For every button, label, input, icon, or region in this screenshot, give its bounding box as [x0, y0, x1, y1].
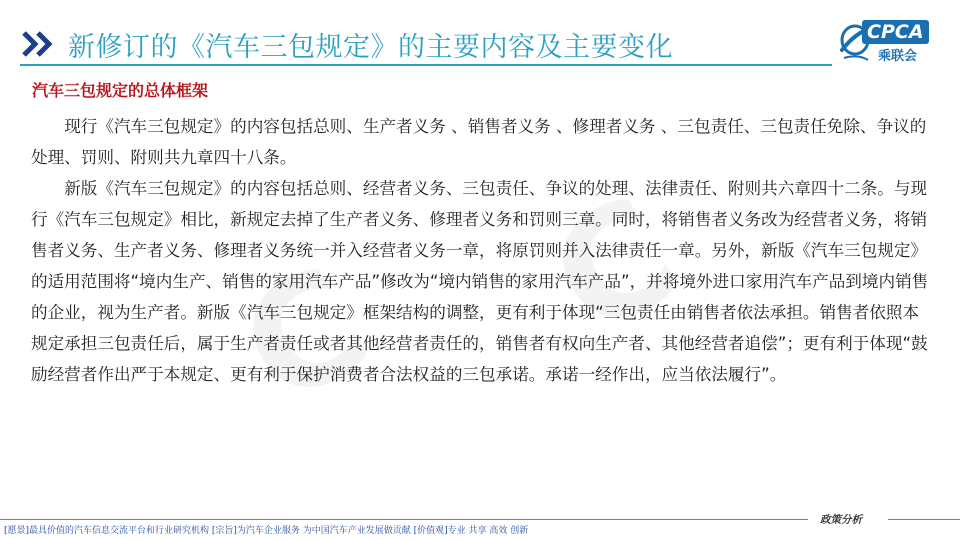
section-heading: 汽车三包规定的总体框架: [32, 81, 209, 100]
body-text: [31, 111, 931, 390]
logo-wordmark: CPCA: [862, 20, 929, 44]
paragraph: 新版《汽车三包规定》的内容包括总则、经营者义务、三包责任、争议的处理、法律责任、附则共六章四十二条。与现行《汽车三包规定》相比，新规定去掉了生产者义务、修理者义务和罚则三章。同时，将销售者义务改为经营者义务，将销售者义务、生产者义务、修理者义务统一并入经营者义务一章，将原罚则并入法律责任一章。另外，新版《汽车三包规定》的适用范围将“境内生产、销售的家用汽车产品”修改为“境内销售的家用汽车产品”，并将境外进口家用汽车产品到境内销售的企业，视为生产者。新版《汽车三包规定》框架结构的调整，更有利于体现“三包责任由销售者依法承担。销售者依照本规定承担三包责任后，属于生产者责任或者其他经营者责任的，销售者有权向生产者、其他经营者追偿”；更有利于体现“鼓励经营者作出严于本规定、更有利于保护消费者合法权益的三包承诺。承诺一经作出，应当依法履行”。: [31, 179, 929, 384]
paragraph: 现行《汽车三包规定》的内容包括总则、生产者义务 、销售者义务 、修理者义务 、三包责任、三包责任免除、争议的处理、罚则、附则共九章四十八条。: [31, 117, 927, 167]
title-bar: [20, 22, 673, 66]
footer-line: [0, 519, 808, 520]
footer-motto: [愿景]最具价值的汽车信息交流平台和行业研究机构 [宗旨]为汽车企业服务 为中国汽车产业发展做贡献 [价值观]专业 共享 高效 创新: [4, 526, 529, 536]
page-title: 新修订的《汽车三包规定》的主要内容及主要变化: [68, 31, 673, 63]
cpca-logo: [838, 18, 948, 70]
title-underline: [20, 64, 832, 66]
double-chevron-icon: [20, 29, 60, 59]
footer-line: [888, 519, 960, 520]
logo-name-cn: 乘联会: [878, 49, 918, 64]
footer-section-tag: 政策分析: [816, 512, 866, 527]
